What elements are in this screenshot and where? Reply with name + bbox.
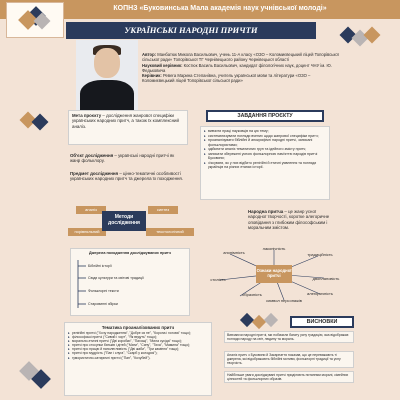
supervisor-value: Ревега Марина Степанівна, учитель української мови та літератури «ОЗО – Коломиєвецький ліцей Топорівської сільської ради» [142, 73, 311, 84]
task-item: ▸ з'ясувати, як у них відбито релігійні й етичні уявлення та погляди українців на різних етапах історії. [208, 161, 326, 170]
genre-label: Народна притча [248, 209, 284, 214]
advisor-label: Науковий керівник: [142, 62, 183, 68]
theme-item: ▸ морально-етичні притчі ("Дві коробки", "Пахощі", "Мила сусіда" тощо); [68, 339, 208, 343]
sign-item: анонімність [223, 250, 245, 255]
sign-item: лаконічність [262, 246, 286, 251]
authors-block [142, 52, 342, 84]
methods-center: Методи дослідження [102, 211, 146, 231]
sign-item: стилість [210, 277, 226, 282]
sign-item: двоплановість [312, 276, 340, 281]
task-item: ▸ здійснити аналіз тематичних груп та ідейного змісту притч; [208, 147, 326, 152]
page-title: УКРАЇНСЬКІ НАРОДНІ ПРИЧТИ [124, 25, 258, 35]
author-value: Манбатюк Микола Васильович, учень 11-А класу «ОЗО – Коломиєвецький ліцей Топорівської сільської ради» Топорівської ТГ Чернівецького району Чернівецької області [142, 52, 339, 63]
advisor-value: Костюк Василь Васильович, кандидат філологічних наук, доцент ЧНУ ім. Ю. Федьковича [142, 62, 332, 73]
logo [6, 2, 64, 38]
theme-item: ▸ притчі про мудрість ("Пан і слуга", "Скарб у колодязі"); [68, 351, 208, 355]
meta-label: Мета проєкту [72, 113, 102, 118]
meta-box [68, 110, 188, 145]
source-item: Фольклорні тексти [88, 289, 119, 293]
side-diamond-icon [14, 108, 58, 143]
subject-label: Предмет дослідження [70, 171, 119, 176]
sign-item: образність [242, 292, 262, 297]
conclusion-item: Аналіз притч з Буковини й Закарпаття показав, що це переважають ті джерела, які відображають біблійні мотиви, фольклорні традиції та усну творчість. [224, 351, 354, 368]
tasks-title: ЗАВДАННЯ ПРОЄКТУ [206, 110, 324, 122]
author-label: Автор: [142, 52, 157, 57]
header-title: КОПНЗ «Буковинська Мала академія наук учнівської молоді» [113, 5, 327, 12]
logo-diamond-icon [7, 3, 63, 37]
genre-definition [248, 209, 334, 231]
photo-head [94, 48, 120, 78]
themes-list [68, 331, 208, 360]
themes-title: Тематика проаналізованих притч [101, 325, 175, 330]
signs-center: Ознаки народної притчі [256, 265, 292, 283]
meta-text: – дослідження жанрової специфіки українських народних притч, а також їх комплексний аналіз. [72, 113, 179, 129]
photo-body [80, 80, 134, 110]
sign-item: традиційність [307, 252, 333, 257]
task-item: ▸ проаналізувати біблійні й апокрифічні народні притчі, записані фольклористами; [208, 138, 326, 147]
tasks-list [200, 126, 330, 200]
sources-title: Джерела походження досліджуваних притч [89, 251, 171, 255]
sign-item: символ персонажів [266, 298, 302, 303]
genre-value: – це жанр усної народної творчості, коротке алегоричне оповідання з глибоким філософським і моральним змістом. [248, 209, 330, 231]
object-label: Об'єкт дослідження [70, 153, 114, 158]
author-photo [76, 40, 138, 110]
supervisor-label: Керівник: [142, 73, 162, 79]
method-textological: текстологічний [146, 228, 194, 236]
task-item: ▸ систематизувати погляди вчених щодо жанрової специфіки притч; [208, 134, 326, 139]
method-comparative: порівняльний [68, 228, 106, 236]
theme-item: ▸ притчі про працю й наполегливість ("Дві жаби", "Три каміння" тощо); [68, 347, 208, 351]
conclusions-title: ВИСНОВКИ [290, 316, 354, 328]
theme-item: ▸ гумористично-сатиричні притчі ("Пан", "Кочубей"). [68, 356, 208, 360]
object-value: – українські народні притчі як жанр фольклору. [70, 153, 175, 164]
task-item: ▸ записати збережені усною фольклорною пам'яттю народів притчі Буковини; [208, 152, 326, 161]
themes-box [64, 322, 212, 396]
source-item: Сюди культури та світові традиції [88, 276, 144, 280]
subject-text [70, 171, 185, 182]
footer-diamond-icon [12, 356, 60, 400]
source-item: Старовинні збірки [88, 302, 118, 306]
method-analysis: аналіз [76, 206, 106, 214]
conclusion-item: Найбільше уваги досліджувані притчі приділяють питанням моралі, сімейних цінностей та фольклорних образів. [224, 371, 354, 383]
theme-item: ▸ релігійні притчі ("Хочу народження", "Добре ся не", "Корона і голова" тощо); [68, 331, 208, 335]
method-synthesis: синтез [148, 206, 178, 214]
task-item: ▸ вивчити праці науковців на цю тему; [208, 129, 326, 134]
sign-item: алегоричність [307, 291, 333, 296]
theme-item: ▸ притчі про стосунки батьків і дітей ("Мати", "Сину", "Тиха", "Мамина" тощо); [68, 343, 208, 347]
theme-item: ▸ філософські притчі ("Сивий і чорт", "Як ведуть" тощо); [68, 335, 208, 339]
conclusion-item: Вивчаючи народні притчі, ми побачили багату усну традицію, яка відображає погляди народу на світ, людину та мораль. [224, 331, 354, 343]
object-text [70, 153, 185, 164]
subject-value: – ціннo-тематичні особливості українських народних притч та джерела їх походження. [70, 171, 184, 182]
source-item: Біблійні історії [88, 264, 112, 268]
decor-diamond-icon [332, 26, 392, 53]
